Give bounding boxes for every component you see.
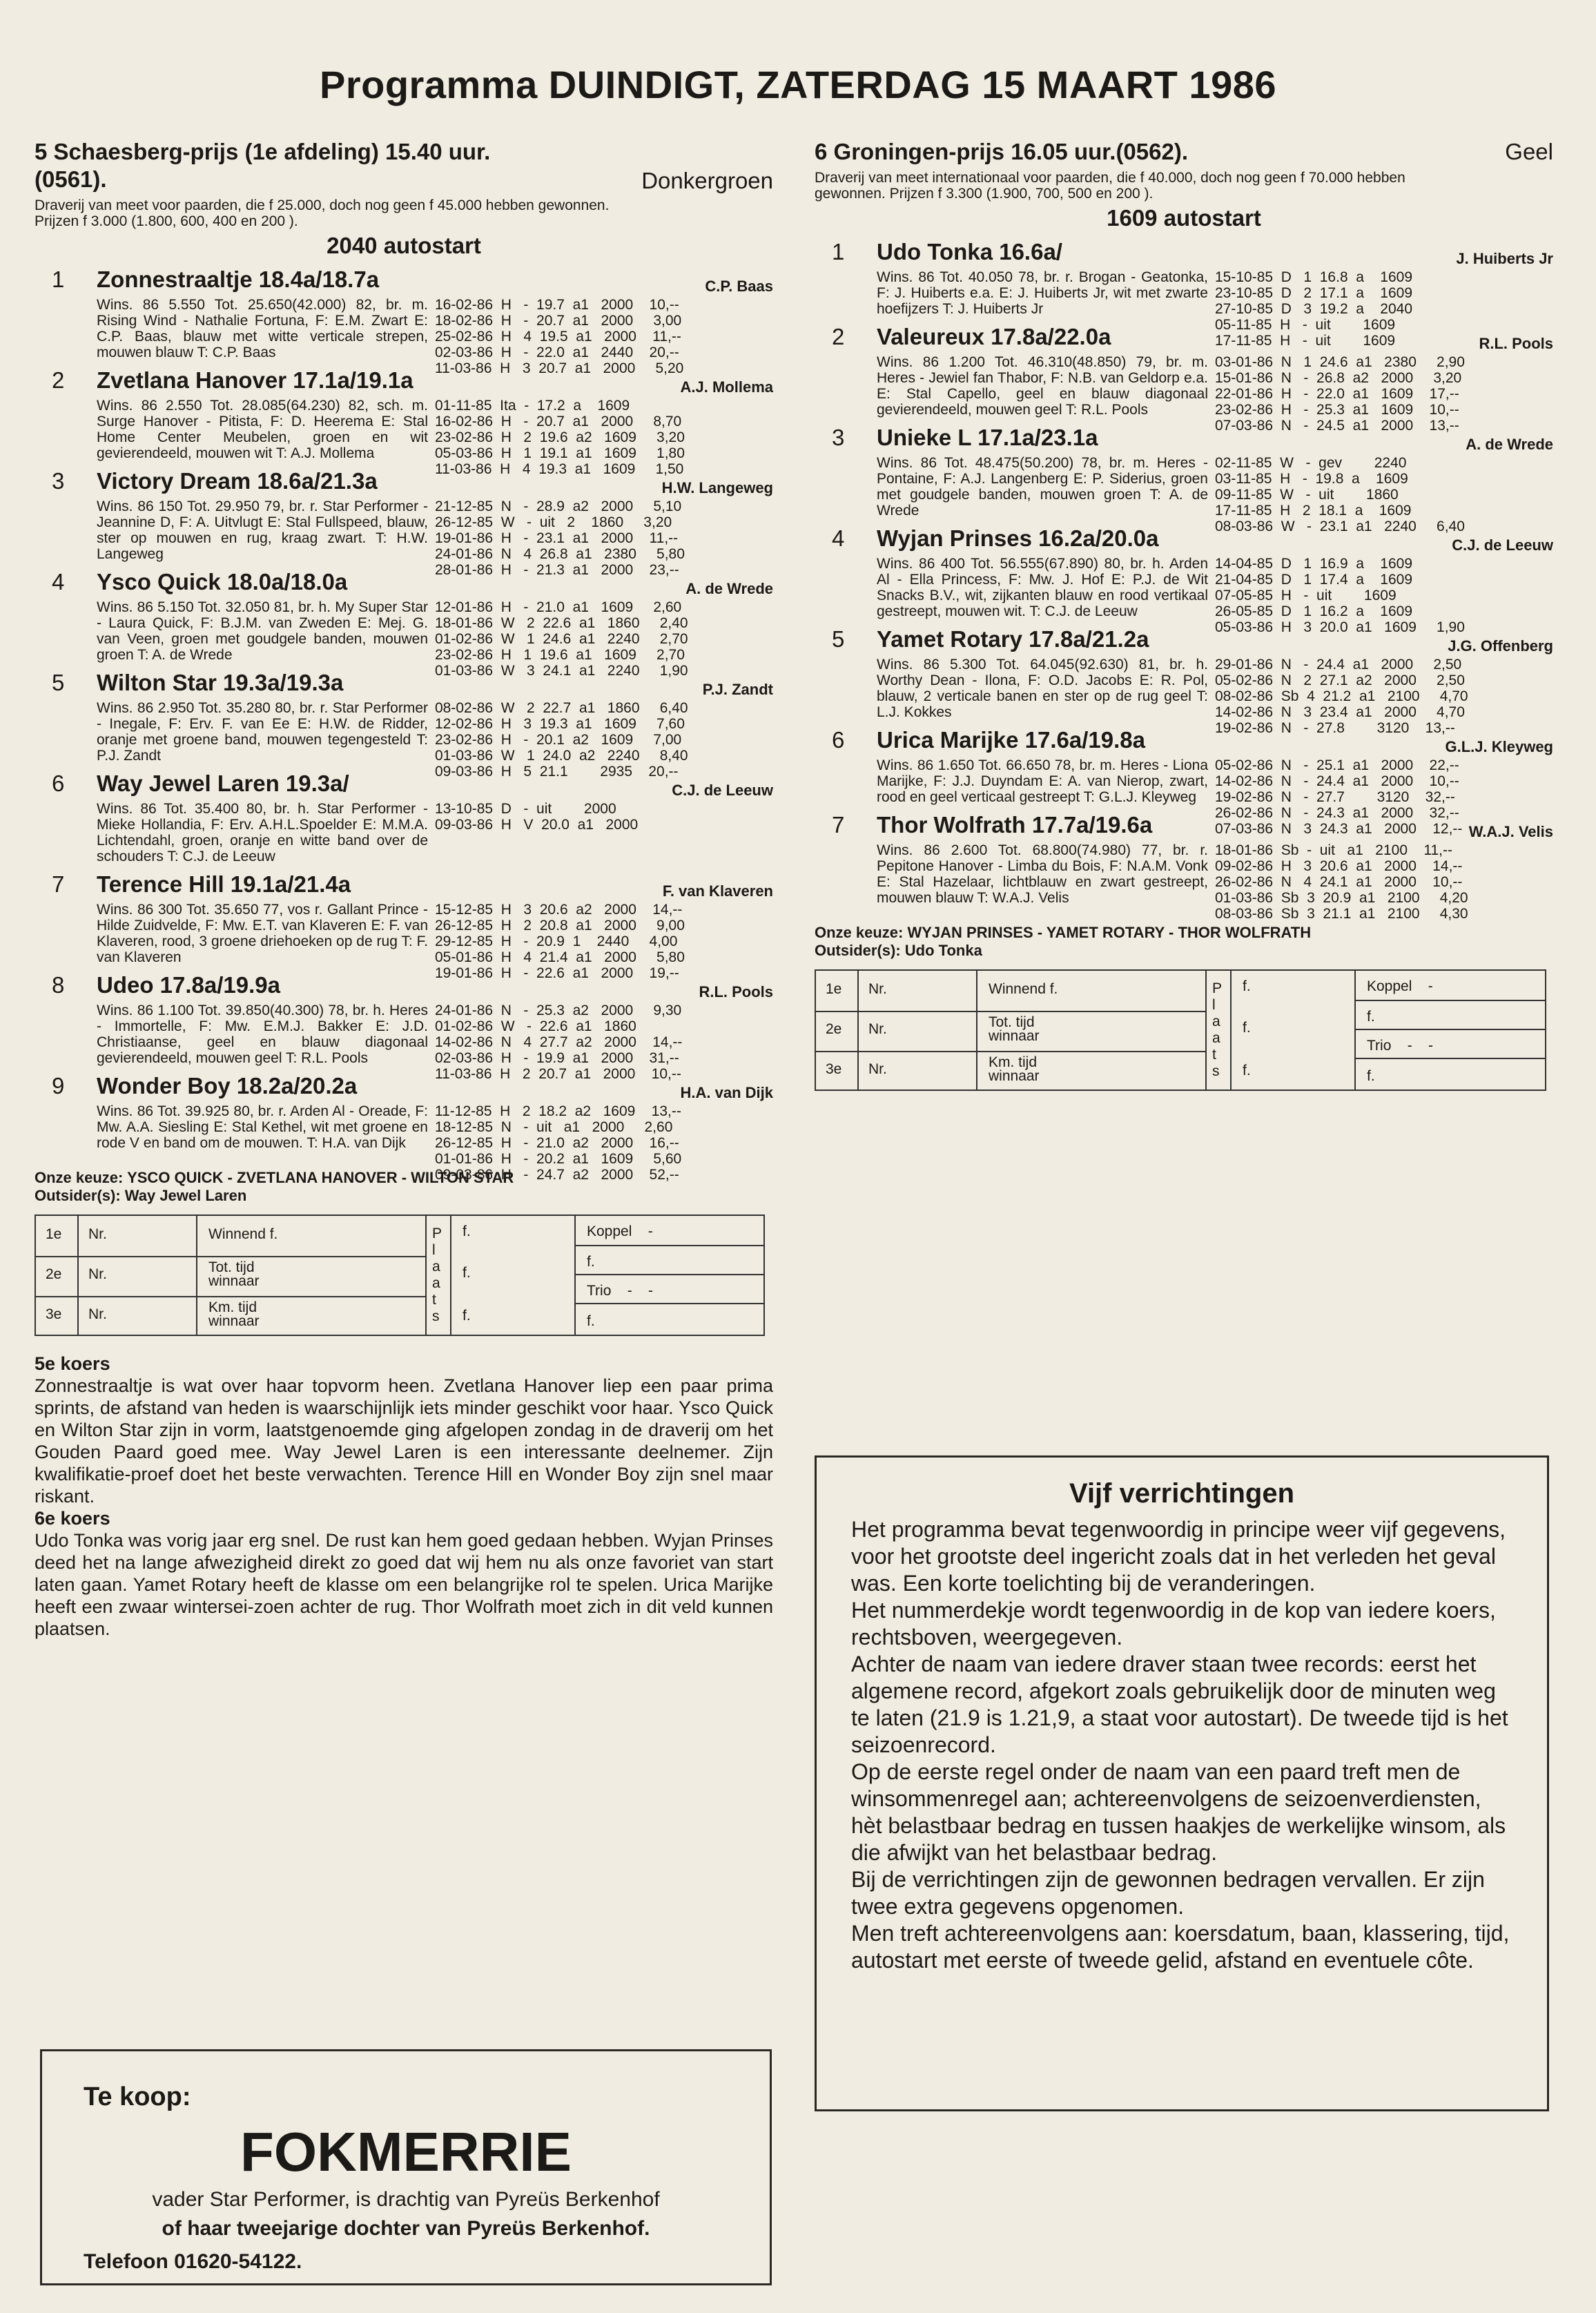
horse-performances: 14-04-85 D 1 16.9 a 1609 21-04-85 D 1 17.4 a 1609 07-05-85 H - uit 1609 26-05-85 D 1 16.2 a 1609 05-03-86 H 3 20.0 a1 1609 1,90 (1215, 556, 1465, 635)
horse-performances: 13-10-85 D - uit 2000 09-03-86 H V 20.0 a1 2000 (435, 801, 639, 833)
horse-description: Wins. 86 1.650 Tot. 66.650 78, br. m. Heres - Liona Marijke, F: J.J. Duyndam E: A. van Nierop, zwart, rood en geel verticaal gestreept T: G.L.J. Kleyweg (877, 757, 1208, 805)
race-6-title: 6 Groningen-prijs 16.05 uur.(0562). (815, 139, 1189, 164)
comment-5-text: Zonnestraaltje is wat over haar topvorm heen. Zvetlana Hanover liep een paar prima sprints, de afstand van heden is waarschijnlijk iets minder geschikt voor haar. Ysco Quick en Wilton Star zijn in vorm, laatstgenoemde ging afgelopen zondag in de draverij om het Gouden Paard goed mee. Way Jewel Laren is een interessante deelnemer. Zijn kwalifikatie-proef doet het beste verwachten. Terence Hill en Wonder Boy zijn snel maar riskant. (35, 1375, 773, 1507)
horse-number: 1 (52, 267, 65, 292)
tote-f: f. (587, 1254, 595, 1270)
horse-description: Wins. 86 Tot. 39.925 80, br. r. Arden Al - Oreade, F: Mw. A.A. Siesling E: Stal Kethel, wit met groene en rode V en band om de mouwen. T: H.A. van Dijk (97, 1103, 428, 1151)
horse-entry (35, 870, 773, 981)
horse-number: 7 (52, 871, 65, 897)
race-6-color: Geel (1505, 139, 1553, 164)
tote-koppel: Koppel - (587, 1223, 653, 1239)
comment-6-head: 6e koers (35, 1508, 110, 1529)
vijf-title: Vijf verrichtingen (1069, 1478, 1294, 1509)
tote-nr: Nr. (88, 1266, 107, 1282)
tote-row-2: 2e (46, 1266, 62, 1282)
horse-name: Yamet Rotary 17.8a/21.2a (877, 626, 1149, 652)
comment-5-head: 5e koers (35, 1353, 110, 1374)
race-5-column (35, 138, 773, 1640)
horse-body (877, 657, 1553, 736)
horse-header (815, 524, 1553, 556)
horse-name: Wilton Star 19.3a/19.3a (97, 670, 344, 695)
tote-km: Km. tijd (208, 1299, 257, 1315)
race-5-start: 2040 autostart (327, 233, 481, 258)
horse-name: Urica Marijke 17.6a/19.8a (877, 727, 1145, 753)
horse-entry (815, 423, 1553, 534)
horse-number: 1 (832, 239, 845, 264)
race-6-tote-table (815, 969, 1546, 1091)
horse-trainer: H.A. van Dijk (680, 1084, 773, 1101)
horse-number: 5 (52, 670, 65, 695)
horse-description: Wins. 86 1.200 Tot. 46.310(48.850) 79, br. m. Heres - Jewiel fan Thabor, F: N.B. van Geldorp e.a. E: Stal Capello, geel en blauw diagonaal gevierendeeld, mouwen geel T: R.L. Pools (877, 354, 1208, 418)
tote-row-3: 3e (826, 1061, 842, 1077)
horse-number: 5 (832, 626, 845, 652)
horse-description: Wins. 86 5.550 Tot. 25.650(42.000) 82, br. m. Rising Wind - Nathalie Fortuna, F: E.M. Zwart E: C.P. Baas, blauw met witte verticale strepen, mouwen blauw T: C.P. Baas (97, 297, 428, 360)
horse-body (97, 398, 773, 477)
horse-name: Ysco Quick 18.0a/18.0a (97, 569, 348, 594)
horse-header (35, 870, 773, 902)
tote-winnend: Winnend f. (208, 1226, 278, 1242)
horse-header (35, 467, 773, 499)
horse-performances: 18-01-86 Sb - uit a1 2100 11,-- 09-02-86 H 3 20.6 a1 2000 14,-- 26-02-86 N 4 24.1 a1 2000 10,-- 01-03-86 Sb 3 20.9 a1 2100 4,20 08-03-86 Sb 3 21.1 a1 2100 4,30 (1215, 842, 1468, 922)
horse-trainer: G.L.J. Kleyweg (1445, 738, 1553, 755)
horse-trainer: H.W. Langeweg (661, 479, 773, 496)
tote-f: f. (587, 1313, 595, 1329)
race-6-column (815, 138, 1553, 1091)
horse-number: 2 (832, 324, 845, 349)
ad-heading: Te koop: (84, 2082, 191, 2111)
horse-performances: 05-02-86 N - 25.1 a1 2000 22,-- 14-02-86 N - 24.4 a1 2000 10,-- 19-02-86 N - 27.7 3120 32,-- 26-02-86 N - 24.3 a1 2000 32,-- 07-03-86 N 3 24.3 a1 2000 12,-- (1215, 757, 1463, 837)
horse-number: 8 (52, 972, 65, 998)
horse-body (97, 1003, 773, 1082)
horse-trainer: R.L. Pools (699, 983, 773, 1000)
horse-entry (815, 625, 1553, 736)
horse-performances: 01-11-85 Ita - 17.2 a 1609 16-02-86 H - 20.7 a1 2000 8,70 23-02-86 H 2 19.6 a2 1609 3,20 05-03-86 H 1 19.1 a1 1609 1,80 11-03-86 H 4 19.3 a1 1609 1,50 (435, 398, 685, 477)
horse-description: Wins. 86 Tot. 48.475(50.200) 78, br. m. Heres - Pontaine, F: A.J. Langenberg E: P. Siderius, groen met goudgele banden, mouwen groen T: A. de Wrede (877, 455, 1208, 519)
horse-body (97, 599, 773, 679)
horse-name: Way Jewel Laren 19.3a/ (97, 771, 349, 796)
tote-row-2: 2e (826, 1021, 842, 1037)
horse-performances: 15-12-85 H 3 20.6 a2 2000 14,-- 26-12-85 H 2 20.8 a1 2000 9,00 29-12-85 H - 20.9 1 2440 4,00 05-01-86 H 4 21.4 a1 2000 5,80 19-01-86 H - 22.6 a1 2000 19,-- (435, 902, 685, 981)
horse-name: Terence Hill 19.1a/21.4a (97, 871, 351, 897)
horse-performances: 08-02-86 W 2 22.7 a1 1860 6,40 12-02-86 H 3 19.3 a1 1609 7,60 23-02-86 H - 20.1 a2 1609 7,00 01-03-86 W 1 24.0 a2 2240 8,40 09-03-86 H 5 21.1 2935 20,-- (435, 700, 688, 780)
horse-performances: 24-01-86 N - 25.3 a2 2000 9,30 01-02-86 W - 22.6 a1 1860 14-02-86 N 4 27.7 a2 2000 14,-- 02-03-86 H - 19.9 a1 2000 31,-- 11-03-86 H 2 20.7 a1 2000 10,-- (435, 1003, 683, 1082)
horse-entry (815, 811, 1553, 922)
tote-nr: Nr. (868, 981, 887, 997)
tote-row-3: 3e (46, 1306, 62, 1322)
horse-performances: 03-01-86 N 1 24.6 a1 2380 2,90 15-01-86 N - 26.8 a2 2000 3,20 22-01-86 H - 22.0 a1 1609 17,-- 23-02-86 H - 25.3 a1 1609 10,-- 07-03-86 N - 24.5 a1 2000 13,-- (1215, 354, 1465, 434)
horse-number: 3 (52, 468, 65, 494)
horse-entry (35, 265, 773, 376)
horse-body (877, 556, 1553, 635)
race-5-outsider: Outsider(s): Way Jewel Laren (35, 1187, 247, 1204)
vijf-paragraph: Bij de verrichtingen zijn de gewonnen bedragen vervallen. Er zijn twee extra gegevens opgenomen. (851, 1867, 1485, 1919)
horse-body (97, 297, 773, 376)
tote-f: f. (1243, 1063, 1251, 1078)
horse-trainer: A. de Wrede (685, 580, 773, 597)
horse-header (35, 769, 773, 801)
tote-f: f. (463, 1223, 471, 1239)
horse-header (35, 1072, 773, 1103)
tote-nr: Nr. (868, 1061, 887, 1077)
horse-trainer: C.J. de Leeuw (1452, 536, 1553, 554)
horse-header (35, 366, 773, 398)
ad-line-2: of haar tweejarige dochter van Pyreüs Berkenhof. (162, 2217, 650, 2240)
tote-f: f. (1367, 1068, 1375, 1084)
horse-performances: 02-11-85 W - gev 2240 03-11-85 H - 19.8 a 1609 09-11-85 W - uit 1860 17-11-85 H 2 18.1 a 1609 08-03-86 W - 23.1 a1 2240 6,40 (1215, 455, 1465, 534)
race-5-choice: Onze keuze: YSCO QUICK - ZVETLANA HANOVER - WILTON STAR (35, 1169, 514, 1186)
ad-phone: Telefoon 01620-54122. (84, 2250, 302, 2273)
horse-entry (35, 971, 773, 1082)
tote-km: winnaar (989, 1068, 1040, 1084)
vijf-paragraph: Op de eerste regel onder de naam van een paard treft men de winsommenregel aan; achtereenvolgens de seizoenverdiensten, hèt belastbaar bedrag en tussen haakjes de werkelijke winsom, als die afwijkt van het belastbaar bedrag. (851, 1759, 1506, 1865)
horse-body (97, 499, 773, 578)
race-5-color: Donkergroen (641, 168, 773, 193)
horse-trainer: J. Huiberts Jr (1456, 250, 1553, 267)
horse-entry (35, 366, 773, 477)
horse-performances: 15-10-85 D 1 16.8 a 1609 23-10-85 D 2 17.1 a 1609 27-10-85 D 3 19.2 a 2040 05-11-85 H - uit 1609 17-11-85 H - uit 1609 (1215, 269, 1413, 349)
horse-description: Wins. 86 1.100 Tot. 39.850(40.300) 78, br. h. Heres - Immortelle, F: Mw. E.M.J. Bakker E: J.D. Christiaanse, geel en blauw diagonaal gevierendeeld, mouwen geel T: R.L. Pools (97, 1003, 428, 1066)
horse-header (815, 238, 1553, 269)
tote-km: winnaar (208, 1313, 260, 1329)
comments (35, 1353, 773, 1640)
tote-trio: Trio - - (587, 1283, 654, 1299)
vijf-paragraph: Het programma bevat tegenwoordig in principe weer vijf gegevens, voor het grootste deel ingericht zoals dat in het verleden het geval was. Een korte toelichting bij de veranderingen. (851, 1517, 1506, 1596)
horse-trainer: F. van Klaveren (662, 882, 773, 900)
vijf-body (851, 1516, 1512, 1974)
tote-nr: Nr. (88, 1306, 107, 1322)
horse-header (35, 971, 773, 1003)
page-title: Programma DUINDIGT, ZATERDAG 15 MAART 1986 (320, 63, 1276, 106)
tote-km: Km. tijd (989, 1054, 1038, 1070)
horse-name: Wyjan Prinses 16.2a/20.0a (877, 525, 1159, 551)
tote-tot: winnaar (989, 1028, 1040, 1044)
tote-f: f. (1243, 1020, 1251, 1036)
tote-row-1: 1e (46, 1226, 62, 1242)
horse-name: Victory Dream 18.6a/21.3a (97, 468, 378, 494)
horse-trainer: J.G. Offenberg (1448, 637, 1553, 655)
horse-entry (815, 524, 1553, 635)
race-6-start: 1609 autostart (1107, 205, 1261, 231)
horse-trainer: W.A.J. Velis (1468, 823, 1553, 840)
horse-header (35, 668, 773, 700)
race-6-desc: Draverij van meet internationaal voor paarden, die f 40.000, doch nog geen f 70.000 hebben gewonnen. Prijzen f 3.300 (1.900, 700, 500 en 200 ). (815, 170, 1405, 202)
horse-trainer: P.J. Zandt (702, 681, 773, 698)
horse-header (35, 265, 773, 297)
horse-number: 6 (52, 771, 65, 796)
race-6-horses (815, 238, 1553, 922)
horse-header (815, 625, 1553, 657)
horse-header (815, 322, 1553, 354)
race-5-header (35, 138, 773, 193)
horse-name: Valeureux 17.8a/22.0a (877, 324, 1111, 349)
horse-description: Wins. 86 300 Tot. 35.650 77, vos r. Gallant Prince - Hilde Zuidvelde, F: Mw. E.T. van Klaveren E: F. van Klaveren, rood, 3 groene driehoeken op de rug T: F. van Klaveren (97, 902, 428, 965)
vijf-paragraph: Achter de naam van iedere draver staan twee records: eerst het algemene record, afgekort zoals gebruikelijk door de minuten weg te laten (21.9 is 1.21,9, a staat voor autostart). De tweede tijd is het seizoenrecord. (851, 1652, 1508, 1757)
tote-f: f. (463, 1265, 471, 1281)
horse-performances: 21-12-85 N - 28.9 a2 2000 5,10 26-12-85 W - uit 2 1860 3,20 19-01-86 H - 23.1 a1 2000 11,-- 24-01-86 N 4 26.8 a1 2380 5,80 28-01-86 H - 21.3 a1 2000 23,-- (435, 499, 685, 578)
horse-body (97, 801, 773, 864)
ad-title: FOKMERRIE (240, 2121, 572, 2183)
horse-entry (35, 769, 773, 864)
horse-performances: 29-01-86 N - 24.4 a1 2000 2,50 05-02-86 N 2 27.1 a2 2000 2,50 08-02-86 Sb 4 21.2 a1 2100 4,70 14-02-86 N 3 23.4 a1 2000 4,70 19-02-86 N - 27.8 3120 13,-- (1215, 657, 1468, 736)
tote-koppel: Koppel - (1367, 978, 1433, 994)
horse-trainer: C.P. Baas (705, 278, 773, 295)
race-6-choice: Onze keuze: WYJAN PRINSES - YAMET ROTARY - THOR WOLFRATH (815, 924, 1312, 941)
horse-body (97, 902, 773, 981)
horse-description: Wins. 86 400 Tot. 56.555(67.890) 80, br. h. Arden Al - Ella Princess, F: Mw. J. Hof E: P.J. de Wit Snacks B.V., wit, zijkanten blauw en rood vertikaal gestreept, mouwen wit. T: C.J. de Leeuw (877, 556, 1208, 619)
race-5-desc: Draverij van meet voor paarden, die f 25.000, doch nog geen f 45.000 hebben gewonnen. Prijzen f 3.000 (1.800, 600, 400 en 200 ). (35, 197, 610, 229)
horse-description: Wins. 86 Tot. 35.400 80, br. h. Star Performer - Mieke Hollandia, F: Erv. A.H.L.Spoelder E: M.M.A. Lichtendahl, groen, oranje en witte band over de schouders T: C.J. de Leeuw (97, 801, 428, 864)
race-6-picks (815, 924, 1553, 960)
tote-tot: winnaar (208, 1273, 260, 1289)
horse-body (877, 842, 1553, 922)
comment-6-text: Udo Tonka was vorig jaar erg snel. De rust kan hem goed gedaan hebben. Wyjan Prinses deed het na lange afwezigheid direkt zo goed dat wij hem nu als onze favoriet van start laten gaan. Yamet Rotary heeft de klasse om een belangrijke rol te spelen. Urica Marijke heeft een zwaar wintersei-zoen achter de rug. Thor Wolfrath moet zich in dit veld kunnen plaatsen. (35, 1530, 773, 1639)
horse-description: Wins. 86 2.600 Tot. 68.800(74.980) 77, br. r. Pepitone Hanover - Limba du Bois, F: N.A.M. Vonk E: Stal Hazelaar, lichtblauw en zwart gestreept, mouwen blauw T: W.A.J. Velis (877, 842, 1208, 906)
horse-name: Udeo 17.8a/19.9a (97, 972, 280, 998)
horse-trainer: C.J. de Leeuw (672, 782, 773, 799)
horse-performances: 12-01-86 H - 21.0 a1 1609 2,60 18-01-86 W 2 22.6 a1 1860 2,40 01-02-86 W 1 24.6 a1 2240 2,70 23-02-86 H 1 19.6 a1 1609 2,70 01-03-86 W 3 24.1 a1 2240 1,90 (435, 599, 688, 679)
race-6-outsider: Outsider(s): Udo Tonka (815, 942, 982, 959)
horse-name: Udo Tonka 16.6a/ (877, 239, 1062, 264)
horse-entry (35, 467, 773, 578)
horse-name: Zonnestraaltje 18.4a/18.7a (97, 267, 380, 292)
horse-number: 2 (52, 367, 65, 393)
horse-performances: 11-12-85 H 2 18.2 a2 1609 13,-- 18-12-85 N - uit a1 2000 2,60 26-12-85 H - 21.0 a2 2000 16,-- 01-01-86 H - 20.2 a1 1609 5,60 09-03-86 H - 24.7 a2 2000 52,-- (435, 1103, 682, 1183)
horse-performances: 16-02-86 H - 19.7 a1 2000 10,-- 18-02-86 H - 20.7 a1 2000 3,00 25-02-86 H 4 19.5 a1 2000 11,-- 02-03-86 H - 22.0 a1 2440 20,-- 11-03-86 H 3 20.7 a1 2000 5,20 (435, 297, 684, 376)
tote-f: f. (1243, 978, 1251, 994)
horse-number: 4 (832, 525, 845, 551)
horse-entry (35, 668, 773, 780)
horse-number: 4 (52, 569, 65, 594)
tote-nr: Nr. (868, 1021, 887, 1037)
horse-description: Wins. 86 5.150 Tot. 32.050 81, br. h. My Super Star - Laura Quick, F: B.J.M. van Zweden E: Mej. G. van Veen, groen met goudgele banden, mouwen groen T: A. de Wrede (97, 599, 428, 663)
horse-name: Thor Wolfrath 17.7a/19.6a (877, 812, 1153, 838)
horse-body (877, 455, 1553, 534)
tote-tot: Tot. tijd (989, 1014, 1035, 1030)
race-6-header (815, 138, 1553, 166)
horse-description: Wins. 86 Tot. 40.050 78, br. r. Brogan - Geatonka, F: J. Huiberts e.a. E: J. Huiberts Jr, wit met zwarte hoefijzers T: J. Huiberts Jr (877, 269, 1208, 317)
vijf-verrichtingen-box (815, 1455, 1549, 2111)
horse-header (35, 568, 773, 599)
tote-plaats: P l a a t s (1212, 980, 1223, 1079)
horse-number: 7 (832, 812, 845, 838)
horse-description: Wins. 86 2.950 Tot. 35.280 80, br. r. Star Performer - Inegale, F: Erv. F. van Ee E: H.W. de Ridder, oranje met groene band, mouwen tegengesteld T: P.J. Zandt (97, 700, 428, 764)
horse-description: Wins. 86 5.300 Tot. 64.045(92.630) 81, br. h. Worthy Dean - Ilona, F: O.D. Jacobs E: R. Pol, blauw, 2 verticale banen en ster op de rug geel T: L.J. Kokkes (877, 657, 1208, 720)
tote-f: f. (1367, 1009, 1375, 1025)
ad-line-1: vader Star Performer, is drachtig van Pyreüs Berkenhof (152, 2188, 660, 2211)
horse-number: 3 (832, 425, 845, 450)
horse-header (815, 811, 1553, 842)
horse-entry (35, 568, 773, 679)
horse-description: Wins. 86 150 Tot. 29.950 79, br. r. Star Performer - Jeannine D, F: A. Uitvlugt E: Stal Fullspeed, blauw, ster op mouwen en rug, kraag zwart. T: H.W. Langeweg (97, 499, 428, 562)
tote-plaats: P l a a t s (432, 1226, 442, 1324)
horse-trainer: A.J. Mollema (680, 378, 773, 396)
horse-entry (815, 322, 1553, 434)
race-5-title: 5 Schaesberg-prijs (1e afdeling) 15.40 uur.(0561). (35, 139, 491, 192)
vijf-paragraph: Men treft achtereenvolgens aan: koersdatum, baan, klassering, tijd, autostart met eerste of tweede gelid, afstand en eventuele côte. (851, 1921, 1510, 1973)
tote-trio: Trio - - (1367, 1038, 1434, 1054)
tote-row-1: 1e (826, 981, 842, 997)
horse-body (97, 700, 773, 780)
horse-header (815, 726, 1553, 757)
horse-name: Zvetlana Hanover 17.1a/19.1a (97, 367, 413, 393)
horse-number: 9 (52, 1073, 65, 1099)
vijf-paragraph: Het nummerdekje wordt tegenwoordig in de kop van iedere koers, rechtsboven, weergegeven. (851, 1598, 1496, 1649)
horse-trainer: A. de Wrede (1466, 436, 1553, 453)
tote-tot: Tot. tijd (208, 1259, 255, 1275)
horse-header (815, 423, 1553, 455)
horse-name: Wonder Boy 18.2a/20.2a (97, 1073, 358, 1099)
advertisement-box (40, 2049, 772, 2285)
tote-nr: Nr. (88, 1226, 107, 1242)
race-5-tote-table (35, 1214, 765, 1336)
horse-description: Wins. 86 2.550 Tot. 28.085(64.230) 82, sch. m. Surge Hanover - Pitista, F: D. Heerema E: Stal Home Center Meubelen, groen en wit gevierendeeld, mouwen wit T: A.J. Mollema (97, 398, 428, 461)
horse-name: Unieke L 17.1a/23.1a (877, 425, 1098, 450)
tote-winnend: Winnend f. (989, 981, 1058, 997)
tote-f: f. (463, 1308, 471, 1324)
horse-number: 6 (832, 727, 845, 753)
horse-trainer: R.L. Pools (1479, 335, 1553, 352)
horse-body (877, 354, 1553, 434)
